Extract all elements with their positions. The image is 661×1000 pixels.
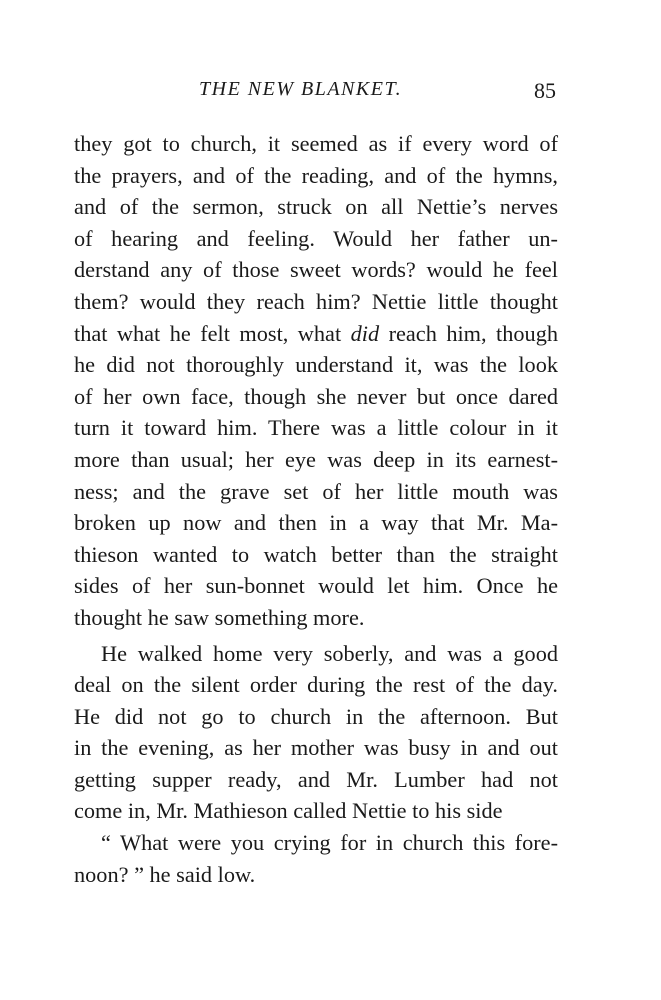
text-line: thought he saw something more.	[74, 604, 365, 630]
text-line: broken up now and then in a way that Mr. Ma-	[74, 510, 558, 536]
text-line: the prayers, and of the reading, and of the hymns,	[74, 162, 558, 188]
page-number: 85	[534, 78, 556, 103]
page-header	[0, 74, 661, 108]
text-line: more than usual; her eye was deep in its earnest-	[74, 446, 558, 472]
text-line: He walked home very soberly, and was a good	[101, 640, 558, 666]
text-line: of hearing and feeling. Would her father un-	[74, 225, 558, 251]
text-line: sides of her sun-bonnet would let him. Once he	[74, 573, 558, 599]
text-line: turn it toward him. There was a little colour in it	[74, 415, 558, 441]
text-line: ness; and the grave set of her little mouth was	[74, 478, 558, 504]
text-line: “ What were you crying for in church this fore-	[101, 830, 558, 856]
text-fragment: reach him, though	[388, 320, 558, 346]
running-title: THE NEW BLANKET.	[199, 78, 403, 100]
text-line: of her own face, though she never but once dared	[74, 383, 558, 409]
text-line: He did not go to church in the afternoon. But	[74, 703, 558, 729]
text-line: and of the sermon, struck on all Nettie’s nerves	[74, 194, 558, 220]
text-line: thieson wanted to watch better than the straight	[74, 541, 558, 567]
text-line: getting supper ready, and Mr. Lumber had not	[74, 766, 558, 792]
text-line: in the evening, as her mother was busy in and out	[74, 735, 558, 761]
text-line: he did not thoroughly understand it, was the look	[74, 352, 558, 378]
text-fragment: that what he felt most, what	[74, 320, 342, 346]
text-line: come in, Mr. Mathieson called Nettie to his side	[74, 798, 503, 824]
text-line	[74, 318, 558, 350]
text-line: derstand any of those sweet words? would he feel	[74, 257, 558, 283]
text-line: noon? ” he said low.	[74, 861, 256, 887]
text-line: them? would they reach him? Nettie little thought	[74, 288, 558, 314]
text-line: they got to church, it seemed as if every word of	[74, 131, 558, 156]
body-text	[74, 128, 558, 890]
text-line: deal on the silent order during the rest of the day.	[74, 672, 558, 698]
italic-emphasis: did	[350, 320, 380, 346]
